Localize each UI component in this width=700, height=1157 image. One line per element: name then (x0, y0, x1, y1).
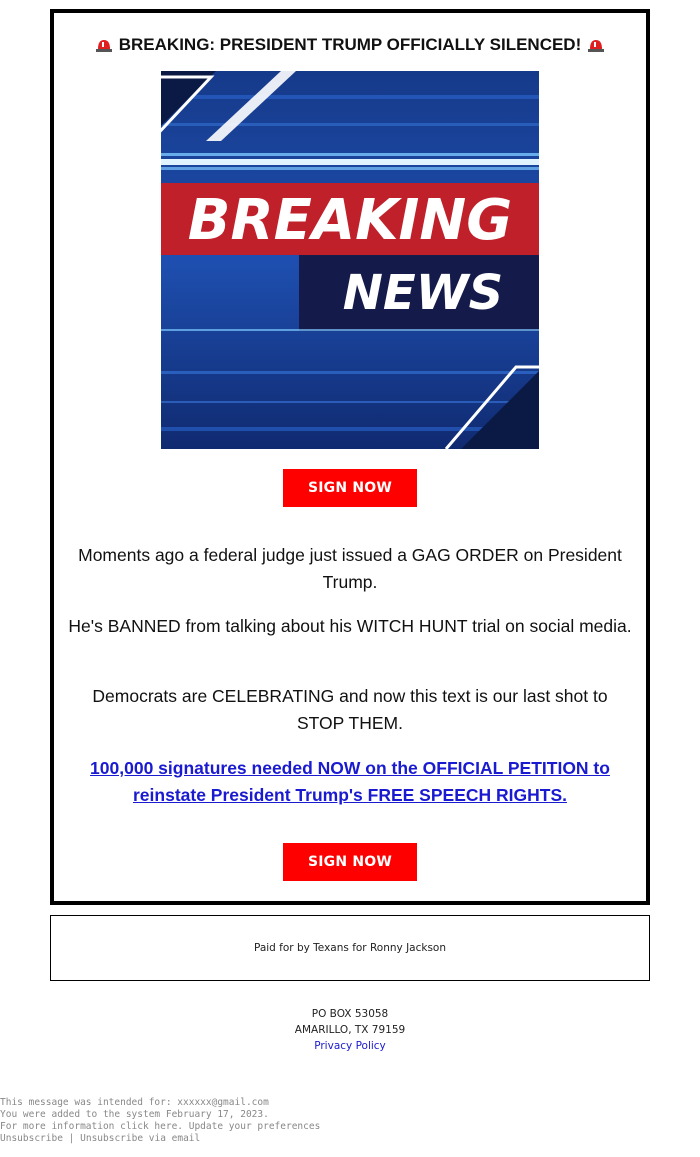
paragraph-banned: He's BANNED from talking about his WITCH HUNT trial on social media. (68, 616, 632, 636)
siren-icon (95, 38, 113, 52)
breaking-news-image[interactable] (161, 71, 539, 449)
sign-now-button-top[interactable]: SIGN NOW (283, 469, 417, 507)
unsubscribe-link[interactable]: Unsubscribe (0, 1133, 63, 1144)
hero-text-news: NEWS (342, 265, 504, 321)
footer-more-info-link[interactable]: For more information click here. Update your preferences (0, 1121, 321, 1132)
address-line-2: AMARILLO, TX 79159 (294, 1024, 406, 1036)
email-footer (0, 1097, 700, 1145)
paragraph-gag-order: Moments ago a federal judge just issued a GAG ORDER on President Trump. (78, 545, 622, 592)
paid-for-disclaimer (50, 915, 650, 981)
footer-unsubscribe-row (0, 1133, 700, 1145)
privacy-policy-link[interactable]: Privacy Policy (314, 1040, 386, 1052)
petition-link[interactable]: 100,000 signatures needed NOW on the OFFICIAL PETITION to reinstate President Trump's FREE SPEECH RIGHTS. (90, 758, 610, 805)
siren-icon (587, 38, 605, 52)
unsubscribe-via-email-link[interactable]: Unsubscribe via email (80, 1133, 201, 1144)
mailing-address (0, 1006, 700, 1054)
headline-text: BREAKING: PRESIDENT TRUMP OFFICIALLY SILENCED! (118, 35, 582, 54)
paid-for-text: Paid for by Texans for Ronny Jackson (253, 942, 447, 954)
footer-added-date: You were added to the system February 17, 2023. (0, 1109, 269, 1120)
footer-separator: | (68, 1133, 75, 1144)
footer-intended-for: This message was intended for: xxxxxx@gmail.com (0, 1097, 269, 1108)
paragraph-democrats: Democrats are CELEBRATING and now this text is our last shot to STOP THEM. (92, 686, 608, 733)
email-card (50, 9, 650, 905)
address-line-1: PO BOX 53058 (311, 1008, 389, 1020)
headline (54, 35, 646, 55)
hero-text-breaking: BREAKING (187, 188, 513, 253)
sign-now-button-bottom[interactable]: SIGN NOW (283, 843, 417, 881)
